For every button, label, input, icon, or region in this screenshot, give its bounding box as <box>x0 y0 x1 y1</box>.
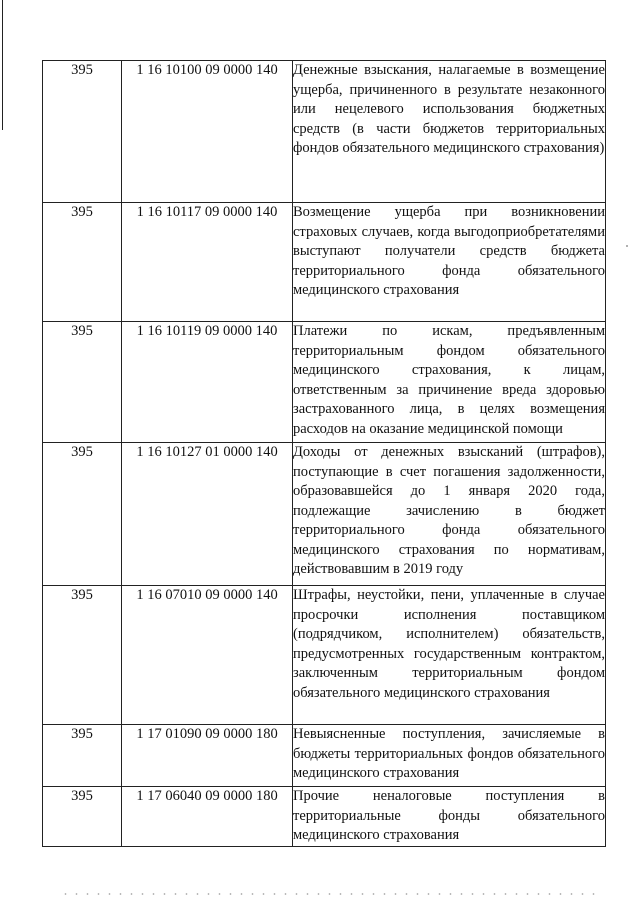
budget-code-cell: 1 16 10100 09 0000 140 <box>122 61 293 203</box>
budget-code-cell: 1 16 10119 09 0000 140 <box>122 322 293 443</box>
table-row <box>43 61 606 203</box>
admin-code-cell: 395 <box>43 725 122 787</box>
revenue-name-cell: Невыясненные поступления, зачисляемые в бюджеты территориальных фондов обязательного медицинского страхования <box>293 725 606 787</box>
revenue-name-cell: Возмещение ущерба при возникновении страховых случаев, когда выгодоприобретателями выступают получатели средств бюджета территориального фонда обязательного медицинского страхования <box>293 203 606 322</box>
admin-code-cell: 395 <box>43 443 122 586</box>
budget-code-cell: 1 16 10127 01 0000 140 <box>122 443 293 586</box>
revenue-name-cell: Денежные взыскания, налагаемые в возмещение ущерба, причиненного в результате незаконного или нецелевого использования бюджетных средств (в части бюджетов территориальных фондов обязательного медицинского страхования) <box>293 61 606 203</box>
scan-dotted-line <box>60 893 600 895</box>
revenue-name-cell: Штрафы, неустойки, пени, уплаченные в случае просрочки исполнения поставщиком (подрядчиком, исполнителем) обязательств, предусмотренных государственным контрактом, заключенным территориальным фондом обязательного медицинского страхования <box>293 586 606 725</box>
scan-speck <box>626 245 628 247</box>
table-row <box>43 322 606 443</box>
budget-code-cell: 1 16 10117 09 0000 140 <box>122 203 293 322</box>
admin-code-cell: 395 <box>43 586 122 725</box>
budget-code-cell: 1 17 06040 09 0000 180 <box>122 787 293 847</box>
revenue-name-cell: Прочие неналоговые поступления в территориальные фонды обязательного медицинского страхования <box>293 787 606 847</box>
table-row <box>43 787 606 847</box>
budget-code-cell: 1 17 01090 09 0000 180 <box>122 725 293 787</box>
admin-code-cell: 395 <box>43 787 122 847</box>
admin-code-cell: 395 <box>43 203 122 322</box>
revenue-name-cell: Доходы от денежных взысканий (штрафов), поступающие в счет погашения задолженности, образовавшейся до 1 января 2020 года, подлежащие зачислению в бюджет территориального фонда обязательного медицинского страхования по нормативам, действовавшим в 2019 году <box>293 443 606 586</box>
table-body <box>43 61 606 847</box>
revenue-name-cell: Платежи по искам, предъявленным территориальным фондом обязательного медицинского страхования, к лицам, ответственным за причинение вреда здоровью застрахованного лица, в целях возмещения расходов на оказание медицинской помощи <box>293 322 606 443</box>
table-row <box>43 725 606 787</box>
admin-code-cell: 395 <box>43 322 122 443</box>
admin-code-cell: 395 <box>43 61 122 203</box>
budget-code-cell: 1 16 07010 09 0000 140 <box>122 586 293 725</box>
table-row <box>43 586 606 725</box>
table-row <box>43 443 606 586</box>
left-margin-line <box>2 0 3 130</box>
table-row <box>43 203 606 322</box>
revenue-codes-table <box>42 60 606 847</box>
